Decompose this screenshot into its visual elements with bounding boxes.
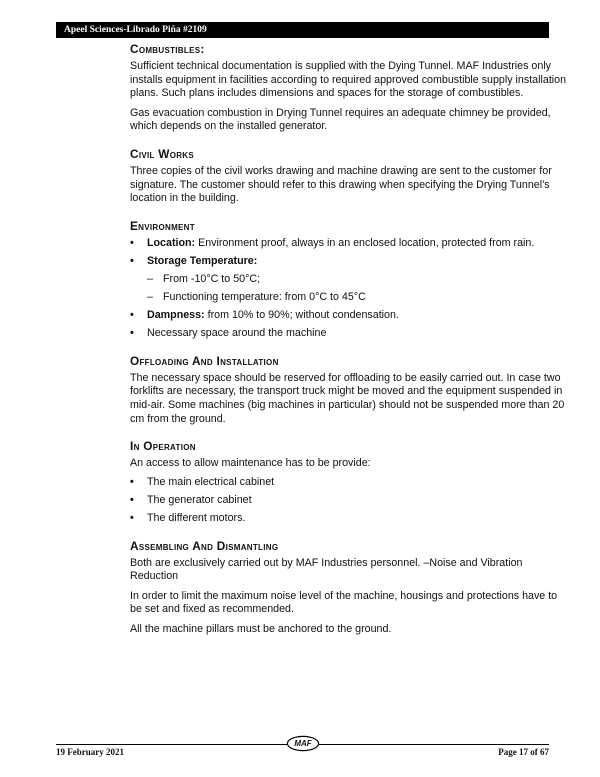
dash-icon: – bbox=[147, 272, 153, 285]
header-title: Apeel Sciences-Librado Piña #2109 bbox=[64, 25, 207, 35]
item-text: from 10% to 90%; without condensation. bbox=[204, 309, 399, 322]
page-header bbox=[56, 22, 549, 38]
paragraph: Both are exclusively carried out by MAF Industries personnel. –Noise and Vibration Reduction bbox=[130, 556, 523, 583]
section-combustibles bbox=[130, 41, 570, 134]
section-offloading bbox=[130, 353, 570, 426]
paragraph: Gas evacuation combustion in Drying Tunnel requires an adequate chimney be provided, which depends on the installed generator. bbox=[130, 106, 551, 133]
bullet-icon: • bbox=[130, 327, 134, 340]
item-text: Environment proof, always in an enclosed location, protected from rain. bbox=[195, 236, 535, 249]
item-text: The generator cabinet bbox=[147, 493, 252, 506]
maf-logo: MAF bbox=[288, 737, 318, 750]
page-footer bbox=[56, 736, 549, 756]
section-heading: Offloading And Installation bbox=[130, 353, 279, 368]
bullet-icon: • bbox=[130, 309, 134, 322]
list-item bbox=[130, 494, 570, 508]
sub-list-item bbox=[147, 273, 570, 287]
item-text: The main electrical cabinet bbox=[147, 475, 275, 488]
page-number: Page 17 of 67 bbox=[498, 747, 549, 757]
list-item bbox=[130, 309, 570, 323]
item-text: Functioning temperature: from 0°C to 45°C bbox=[163, 291, 366, 304]
list-item bbox=[130, 327, 570, 341]
bullet-icon: • bbox=[130, 493, 134, 506]
list-item bbox=[130, 512, 570, 526]
maintenance-list bbox=[130, 476, 570, 526]
section-environment bbox=[130, 218, 570, 341]
dash-icon: – bbox=[147, 291, 153, 304]
paragraph: The necessary space should be reserved for offloading to be easily carried out. In case two forklifts are necessary, the transport truck might be moved and the equipment suspended in mid-air. Some machines (big machines in particular) should not be suspended more than 20 cm from the ground. bbox=[130, 371, 565, 425]
paragraph: All the machine pillars must be anchored to the ground. bbox=[130, 622, 392, 635]
item-text: The different motors. bbox=[147, 511, 246, 524]
item-text: From -10°C to 50°C; bbox=[163, 272, 261, 285]
section-heading: In Operation bbox=[130, 439, 196, 454]
item-text: Necessary space around the machine bbox=[147, 327, 327, 340]
paragraph: Three copies of the civil works drawing and machine drawing are sent to the customer for signature. The customer should refer to this drawing when specifying the Drying Tunnel’s location in the building. bbox=[130, 164, 552, 205]
item-label: Location: bbox=[147, 236, 196, 249]
list-item bbox=[130, 237, 570, 251]
bullet-icon: • bbox=[130, 236, 134, 249]
paragraph: In order to limit the maximum noise level of the machine, housings and protections have to be set and fixed as recommended. bbox=[130, 589, 558, 616]
storage-sublist bbox=[147, 273, 570, 305]
environment-list bbox=[130, 237, 570, 341]
footer-date: 19 February 2021 bbox=[56, 747, 124, 757]
list-item bbox=[130, 476, 570, 490]
paragraph: Sufficient technical documentation is supplied with the Dying Tunnel. MAF Industries only installs equipment in facilities according to required approved combustible supply installation plans. Such plans includes dimensions and spaces for the storage of combustibles. bbox=[130, 60, 567, 100]
list-item bbox=[130, 255, 570, 305]
paragraph: An access to allow maintenance has to be provide: bbox=[130, 457, 371, 470]
section-in-operation bbox=[130, 438, 570, 525]
section-heading: Civil Works bbox=[130, 146, 195, 161]
section-civil-works bbox=[130, 146, 570, 206]
item-label: Dampness: bbox=[147, 309, 205, 322]
bullet-icon: • bbox=[130, 254, 134, 267]
section-heading: Environment bbox=[130, 218, 195, 233]
section-assembling bbox=[130, 538, 570, 637]
bullet-icon: • bbox=[130, 475, 134, 488]
section-heading: Assembling And Dismantling bbox=[130, 538, 279, 553]
document-body bbox=[130, 41, 570, 649]
sub-list-item bbox=[147, 291, 570, 305]
item-label: Storage Temperature: bbox=[147, 254, 258, 267]
bullet-icon: • bbox=[130, 511, 134, 524]
section-heading: Combustibles: bbox=[130, 42, 205, 56]
